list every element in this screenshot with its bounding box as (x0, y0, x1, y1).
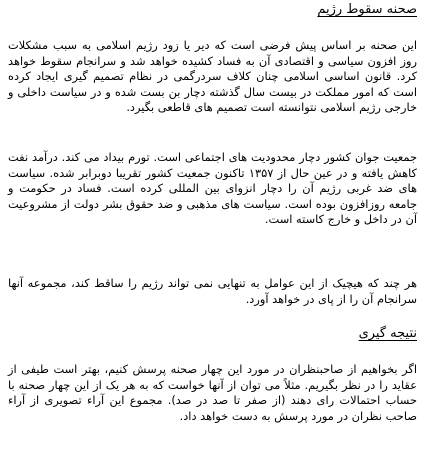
section-heading-conclusion: نتیجه گیری (358, 326, 417, 341)
paragraph-combined-factors: هر چند که هیچیک از این عوامل به تنهایی نمی تواند رژیم را ساقط کند، مجموعه آنها سرانجام آن را از پای در خواهد آورد. (8, 276, 417, 306)
paragraph-premise: این صحنه بر اساس پیش فرضی است که دیر یا زود رژیم اسلامی به سبب مشکلات روز افزون سیاسی و اقتصادی آن به فساد کشیده خواهد شد و سرانجام سقوط خواهد کرد. قانون اساسی اسلامی چنان کلاف سردرگمی در نظام تصمیم گیری ایجاد کرده است که امور مملکت در بیست سال گذشته دچار بن بست شده و در سیاست داخلی و خارجی رژیم اسلامی نتوانسته است تصمیم های قاطعی بگیرد. (8, 38, 417, 115)
paragraph-social-factors: جمعیت جوان کشور دچار محدودیت های اجتماعی است. تورم بیداد می کند. درآمد نفت کاهش یافته و در عین حال از ۱۳۵۷ تاکنون جمعیت کشور تقریبا دوبرابر شده. سیاست های ضد غربی رژیم آن را دچار انزوای بین المللی کرده است. فساد در حکومت و جامعه روزافزون بوده است. سیاست های مذهبی و ضد حقوق بشر دولت از مشروعیت آن در داخل و خارج کاسته است. (8, 150, 417, 227)
section-heading-regime-collapse: صحنه سقوط رژیم (317, 2, 417, 17)
paragraph-conclusion: اگر بخواهیم از صاحبنظران در مورد این چهار صحنه پرسش کنیم، بهتر است طیفی از عقاید را در نظر بگیریم. مثلاً می توان از آنها خواست که به هر یک از این چهار صحنه با حساب احتمالات رای دهند (از صفر تا صد در صد). مجموع این آراء تصویری از آراء صاحب نظران در مورد پرسش به دست خواهد داد. (8, 362, 417, 423)
